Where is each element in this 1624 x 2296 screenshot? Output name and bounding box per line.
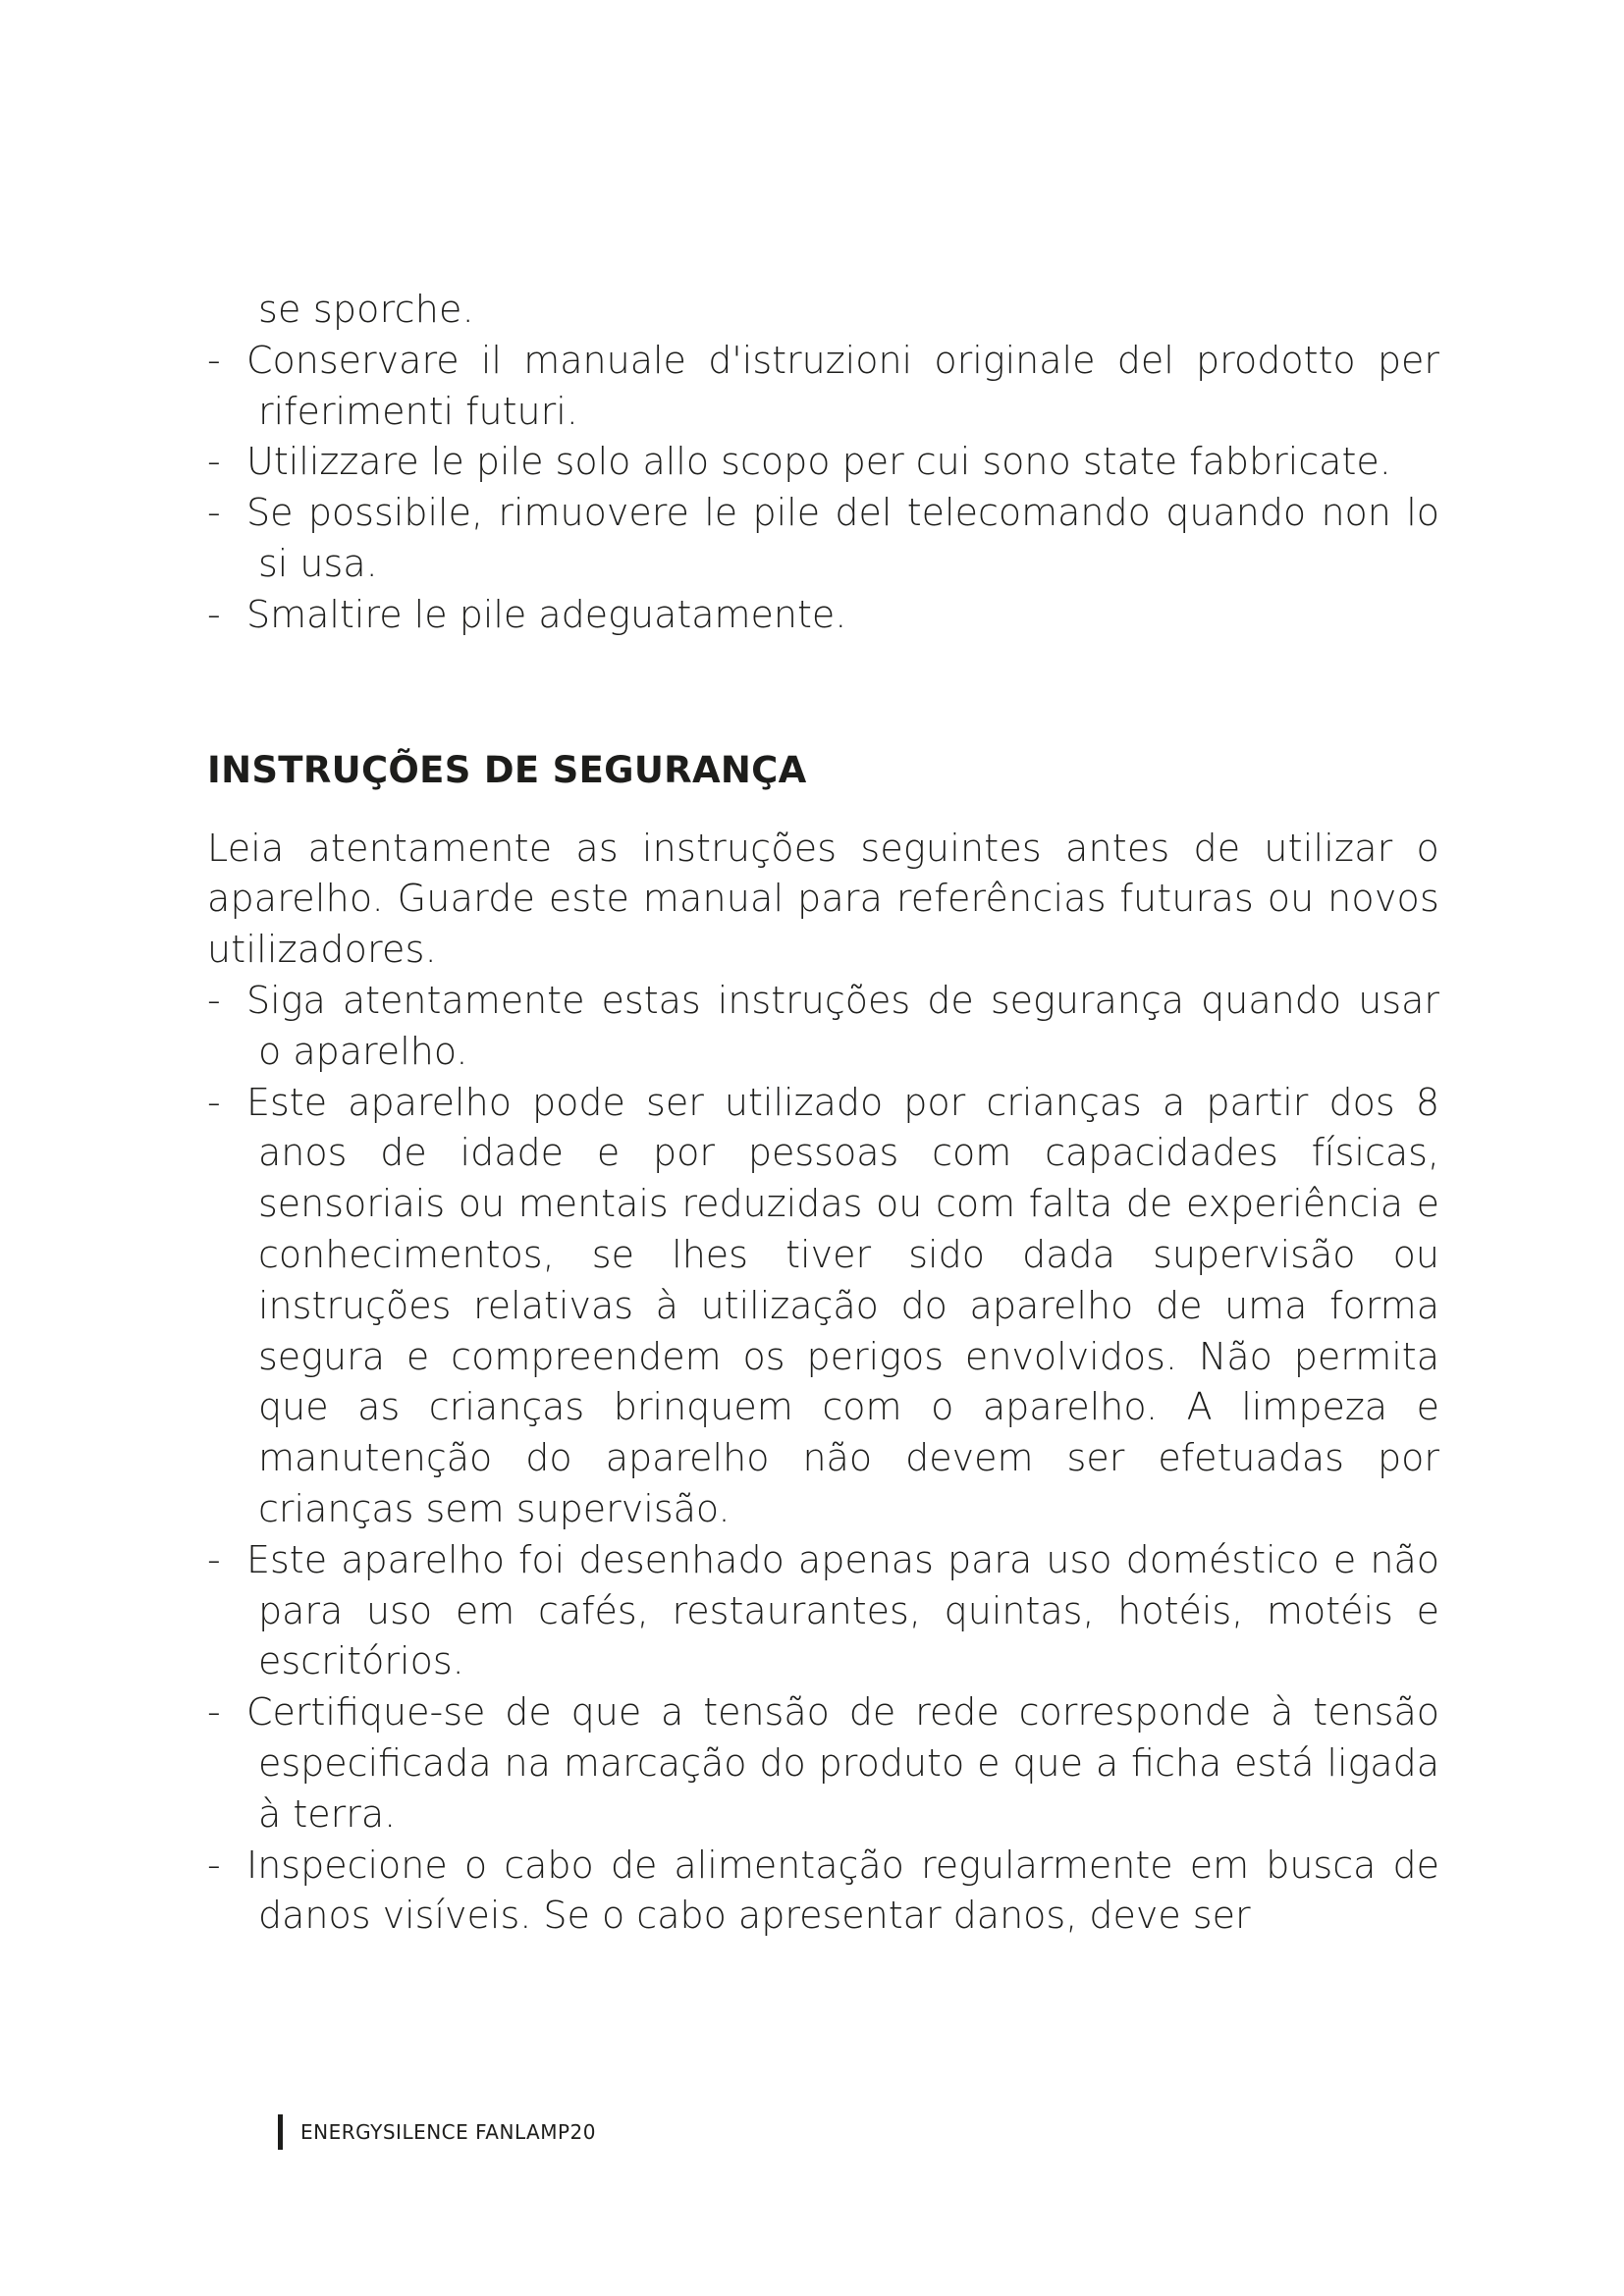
page-content xyxy=(207,285,1439,1942)
italian-continuation: se sporche. xyxy=(258,288,474,331)
list-item xyxy=(207,1841,1439,1943)
list-item-text: Este aparelho foi desenhado apenas para uso doméstico e não para uso em cafés, restaurantes, quintas, hotéis, motéis e escritórios. xyxy=(246,1537,1439,1683)
list-item-text: Se possibile, rimuovere le pile del telecomando quando non lo si usa. xyxy=(246,491,1439,585)
intro-paragraph: Leia atentamente as instruções seguintes antes de utilizar o aparelho. Guarde este manual para referências futuras ou novos utilizadores. xyxy=(207,826,1439,972)
bullet-dash: - xyxy=(207,491,221,535)
list-item xyxy=(207,1535,1439,1687)
bullet-dash: - xyxy=(207,592,221,636)
bullet-dash: - xyxy=(207,440,221,484)
list-item-text: Inspecione o cabo de alimentação regularmente em busca de danos visíveis. Se o cabo apresentar danos, deve ser xyxy=(246,1842,1439,1938)
section-heading: INSTRUÇÕES DE SEGURANÇA xyxy=(207,748,807,791)
list-item-text: Conservare il manuale d'istruzioni originale del prodotto per riferimenti futuri. xyxy=(246,338,1439,433)
page-footer xyxy=(278,2114,596,2150)
footer-product-name: ENERGYSILENCE FANLAMP20 xyxy=(300,2120,597,2144)
list-item-text: Utilizzare le pile solo allo scopo per cui sono state fabbricate. xyxy=(246,440,1391,484)
bullet-dash: - xyxy=(207,978,221,1022)
list-item xyxy=(207,336,1439,438)
list-item xyxy=(207,488,1439,590)
list-item-text: Este aparelho pode ser utilizado por crianças a partir dos 8 anos de idade e por pessoas com capacidades físicas, sensoriais ou mentais reduzidas ou com falta de experiência e conhecimentos, se lhes tiver sido dada supervisão ou instruções relativas à utilização do aparelho de uma forma segura e compreendem os perigos envolvidos. Não permita que as crianças brinquem com o aparelho. A limpeza e manutenção do aparelho não devem ser efetuadas por crianças sem supervisão. xyxy=(246,1080,1439,1530)
list-item xyxy=(207,976,1439,1078)
bullet-dash: - xyxy=(207,1842,221,1887)
bullet-dash: - xyxy=(207,1537,221,1581)
bullet-dash: - xyxy=(207,338,221,382)
bullet-dash: - xyxy=(207,1080,221,1124)
heading-spacer xyxy=(207,796,1439,824)
list-item-text: Certifique-se de que a tensão de rede corresponde à tensão especificada na marcação do produto e que a ficha está ligada à terra. xyxy=(246,1690,1439,1836)
list-item xyxy=(207,437,1439,488)
list-item-text: Smaltire le pile adeguatamente. xyxy=(246,592,847,636)
list-item-text: Siga atentamente estas instruções de segurança quando usar o aparelho. xyxy=(246,978,1439,1073)
list-item xyxy=(207,1687,1439,1840)
section-spacer xyxy=(207,641,1439,745)
portuguese-list xyxy=(207,976,1439,1942)
bullet-dash: - xyxy=(207,1690,221,1735)
list-item xyxy=(207,590,1439,641)
italian-list xyxy=(207,336,1439,641)
list-item xyxy=(207,1078,1439,1535)
footer-divider xyxy=(278,2114,283,2150)
